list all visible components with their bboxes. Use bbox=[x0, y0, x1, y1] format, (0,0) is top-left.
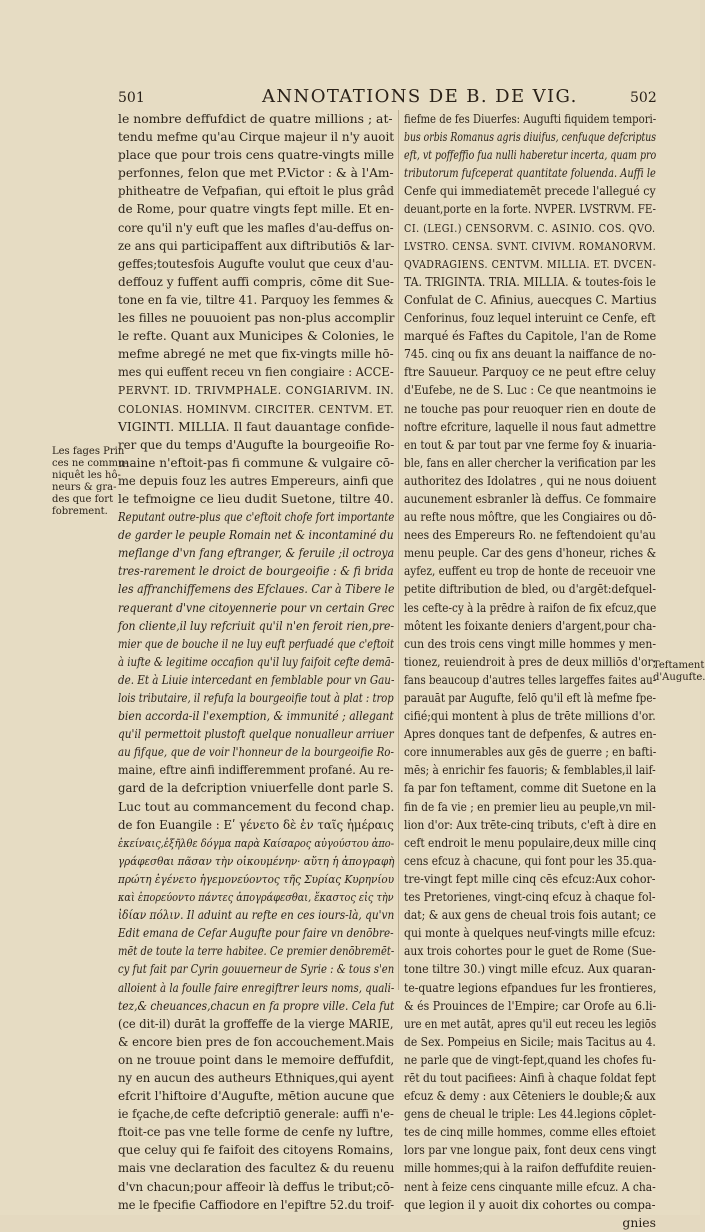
margin-note-line: d'Augufte. bbox=[653, 672, 705, 683]
text-line: Edit emana de Cefar Augufte pour faire vn denōbre- bbox=[118, 925, 394, 941]
text-line: tionez, reuiendroit à pres de deux milliōs d'or; bbox=[404, 653, 657, 669]
text-line: ne parle que de vingt-fept,quand les chofes fu- bbox=[404, 1051, 656, 1067]
text-line: γράφεσθαι πᾶσαν τὴν οἰκουμένην· αὕτη ἡ ἀπογραφὴ bbox=[118, 853, 395, 868]
text-line: aucunement esbranler là deffus. Ce fommaire bbox=[404, 490, 657, 506]
text-line: menu peuple. Car des gens d'honeur, riches & bbox=[404, 545, 657, 561]
text-line: & és Prouinces de l'Empire; car Orofe au 6.li- bbox=[404, 997, 657, 1013]
text-line: ceft endroit le menu populaire,deux mille cinq bbox=[404, 834, 657, 850]
text-line: tes de cinq mille hommes, comme elles eftoiet bbox=[404, 1124, 656, 1140]
text-line: COLONIAS. HOMINVM. CIRCITER. CENTVM. ET. bbox=[118, 401, 395, 416]
text-line: mefme abregé ne met que fix-vingts mille hō- bbox=[118, 346, 394, 362]
text-line: mēt de toute la terre habitee. Ce premier denōbremēt- bbox=[118, 943, 395, 959]
text-line: rer que du temps d'Augufte la bourgeoifie Ro- bbox=[118, 436, 395, 452]
text-line: au refte nous môftre, que les Congiaires ou dō- bbox=[404, 509, 657, 525]
page-header bbox=[0, 86, 700, 110]
text-line: CI. (LEGI.) CENSORVM. C. ASINIO. COS. QVO. bbox=[404, 220, 656, 235]
text-line: cun des trois cens vingt mille hommes y men- bbox=[404, 635, 657, 651]
text-line: ny en aucun des autheurs Ethniques,qui ayent bbox=[118, 1069, 394, 1085]
text-line: cens efcuz à chacune, qui font pour les 35.qua- bbox=[404, 852, 657, 868]
text-line: lors par vne longue paix, font deux cens vingt bbox=[404, 1142, 657, 1158]
running-title: ANNOTATIONS DE B. DE VIG. bbox=[262, 86, 578, 107]
text-line: alloient à la foulle faire enregiftrer leurs noms, quali- bbox=[118, 979, 395, 995]
text-line: tre-vingt fept mille cinq cēs efcuz:Aux cohor- bbox=[404, 870, 656, 886]
text-line: mes qui euffent receu vn fien congiaire : ACCE- bbox=[118, 364, 394, 380]
margin-note-line: ces ne commu- bbox=[52, 458, 128, 469]
text-line: fa par fon teftament, comme dit Suetone en la bbox=[404, 780, 657, 796]
text-line: nent à feize cens cinquante mille efcuz. A cha- bbox=[404, 1178, 656, 1194]
text-line: mille hommes;qui à la raifon deffufdite reuien- bbox=[404, 1160, 656, 1176]
text-line: (ce dit-il) durāt la groffeffe de la vierge MARIE, bbox=[118, 1015, 394, 1031]
text-line: tone tiltre 30.) vingt mille efcuz. Aux quaran- bbox=[404, 961, 656, 977]
text-line: ἰδίαν πόλιν. Il aduint au refte en ces iours-là, qu'vn bbox=[118, 907, 395, 923]
text-line: cifié;qui montent à plus de trēte millions d'or. bbox=[404, 708, 656, 724]
text-line: tributorum fufceperat quantitate foluenda. Auffi le bbox=[404, 165, 656, 181]
text-line: les filles ne pouuoient pas non-plus accomplir bbox=[118, 310, 395, 326]
text-line: au fifque, que de voir l'honneur de la bourgeoifie Ro- bbox=[118, 744, 394, 760]
text-line: on ne trouue point dans le memoire deffufdit, bbox=[118, 1051, 395, 1067]
text-line: fon cliente,il luy refcriuit qu'il n'en feroit rien,pre- bbox=[118, 617, 395, 633]
text-line: d'Eufebe, ne de S. Luc : Ce que neantmoins ie bbox=[404, 382, 657, 398]
text-line: gard de la defcription vniuerfelle dont parle S. bbox=[118, 780, 394, 796]
text-line: ἐκείναις,ἐξῆλθε δόγμα παρὰ Καίσαρος αὐγούστου ἀπο- bbox=[118, 835, 395, 850]
text-line: ie fçache,de cefte defcriptiō generale: auffi n'e- bbox=[118, 1106, 394, 1122]
text-line: QVADRAGIENS. CENTVM. MILLIA. ET. DVCEN- bbox=[404, 256, 657, 271]
text-line: authoritez des Idolatres , qui ne nous doiuent bbox=[404, 472, 657, 488]
text-line: & encore bien pres de fon accouchement.Mais bbox=[118, 1033, 395, 1049]
margin-note-line: fobrement. bbox=[52, 506, 108, 517]
text-line: eft, vt poffeffio fua nulli haberetur incerta, quam pro bbox=[404, 147, 657, 163]
text-line: que celuy qui fe faifoit des citoyens Romains, bbox=[118, 1142, 394, 1158]
text-line: tendu mefme qu'au Cirque majeur il n'y auoit bbox=[118, 129, 395, 145]
text-line: aux trois cohortes pour le guet de Rome (Sue- bbox=[404, 943, 656, 959]
text-line: bus orbis Romanus agris diuifus, cenfuque defcriptus bbox=[404, 129, 657, 145]
text-line: nees des Empereurs Ro. ne feftendoient qu'au bbox=[404, 527, 656, 543]
text-line: mēs; à enrichir fes fauoris; & femblables,il laif- bbox=[404, 762, 656, 778]
text-line: maine n'eftoit-pas fi commune & vulgaire cō- bbox=[118, 454, 395, 470]
text-line: marqué és Faftes du Capitole, l'an de Rome bbox=[404, 328, 657, 344]
text-line: les affranchiffemens des Efclaues. Car à Tibere le bbox=[118, 581, 395, 597]
margin-note-line: neurs & gra- bbox=[52, 482, 117, 493]
text-line: petite diftribution de bled, ou d'argēt:defquel- bbox=[404, 581, 656, 597]
text-line: core qu'il n'y euft que les mafles d'au-deffus on- bbox=[118, 219, 394, 235]
margin-note-line: des que fort bbox=[52, 494, 114, 505]
text-line: ayfez, euffent eu trop de honte de receuoir vne bbox=[404, 563, 656, 579]
text-line: Cenforinus, fouz lequel interuint ce Cenfe, eft bbox=[404, 310, 656, 326]
text-line: 745. cinq ou fix ans deuant la naiffance de no- bbox=[404, 346, 656, 362]
text-line: ure en met autāt, apres qu'il eut receu les legiōs bbox=[404, 1015, 657, 1031]
text-line: lois tributaire, il refufa la bourgeoifie tout à plat : trop bbox=[118, 690, 394, 705]
text-line: de. Et à Liuie intercedant en femblable pour vn Gau- bbox=[118, 671, 395, 687]
column-divider bbox=[398, 110, 399, 990]
text-line: tres-rarement le droict de bourgeoifie : & fi brida bbox=[118, 563, 394, 579]
text-line: maine, eftre ainfi indifferemment profané. Au re- bbox=[118, 762, 394, 778]
text-line: de Rome, pour quatre vingts fept mille. Et en- bbox=[118, 201, 394, 217]
text-line: Apres donques tant de defpenfes, & autres en- bbox=[404, 726, 657, 742]
left-margin-note bbox=[52, 446, 128, 518]
text-line: les cefte-cy à la prēdre à raifon de fix efcuz,que bbox=[404, 599, 657, 615]
text-line: le tefmoigne ce lieu dudit Suetone, tiltre 40. bbox=[118, 490, 394, 506]
text-line: gnies bbox=[622, 1214, 656, 1230]
text-line: me le fpecifie Caffiodore en l'epiftre 52.du troif- bbox=[118, 1196, 395, 1212]
text-line: ftoit-ce pas vne telle forme de cenfe ny luftre, bbox=[118, 1124, 394, 1140]
left-page-number: 501 bbox=[118, 90, 145, 106]
text-line: deuant,porte en la forte. NVPER. LVSTRVM. FE- bbox=[404, 201, 657, 217]
text-line: PERVNT. ID. TRIVMPHALE. CONGIARIVM. IN. bbox=[118, 383, 395, 398]
text-line: LVSTRO. CENSA. SVNT. CIVIVM. ROMANORVM. bbox=[404, 238, 657, 253]
text-line: Confulat de C. Afinius, auecques C. Martius bbox=[404, 291, 657, 307]
text-line: πρώτη ἐγένετο ἡγεμονεύοντος τῆς Συρίας Κυρηνίου bbox=[118, 871, 395, 886]
text-line: efcrit l'hiftoire d'Augufte, mētion aucune que bbox=[118, 1088, 395, 1104]
text-line: d'vn chacun;pour affeoir là deffus le tribut;cō- bbox=[118, 1178, 395, 1194]
text-line: gens de cheual le triple: Les 44.legions cōplet- bbox=[404, 1106, 656, 1122]
text-line: VIGINTI. MILLIA. Il faut dauantage confide- bbox=[118, 418, 395, 434]
right-page-number: 502 bbox=[630, 90, 657, 106]
margin-note-line: niquêt les hô- bbox=[52, 470, 121, 481]
right-margin-note bbox=[653, 660, 705, 684]
text-line: le nombre deffufdict de quatre millions ; at- bbox=[118, 111, 393, 126]
text-line: requerant d'vne citoyennerie pour vn certain Grec bbox=[118, 599, 395, 615]
text-line: Luc tout au commancement du fecond chap. bbox=[118, 798, 395, 814]
text-line: ne touche pas pour reuoquer rien en doute de bbox=[404, 400, 656, 416]
text-line: core innumerables aux gēs de guerre ; en bafti- bbox=[404, 744, 657, 760]
right-text-column bbox=[404, 110, 656, 1232]
text-line: dat; & aux gens de cheual trois fois autant; ce bbox=[404, 907, 656, 923]
text-line: bien accorda-il l'exemption, & immunité ; allegant bbox=[118, 708, 394, 724]
margin-note-line: Teftament bbox=[653, 660, 705, 671]
text-line: meflange d'vn fang eftranger, & feruile ;il octroya bbox=[118, 545, 395, 561]
text-line: parauāt par Augufte, felō qu'il eft là mefme fpe- bbox=[404, 690, 656, 705]
text-line: Cenfe qui immediatemēt precede l'allegué cy bbox=[404, 183, 656, 199]
text-line: Reputant outre-plus que c'eftoit chofe fort importante bbox=[118, 509, 395, 525]
text-line: lion d'or: Aux trēte-cinq tributs, c'eft à dire en bbox=[404, 816, 657, 832]
text-line: de Sex. Pompeius en Sicile; mais Tacitus au 4. bbox=[404, 1033, 656, 1049]
text-line: de garder le peuple Romain net & incontaminé du bbox=[118, 527, 394, 543]
text-line: de fon Euangile : Eʹ γένετο δὲ ἐν ταῖς ἡμέραις bbox=[118, 816, 394, 832]
text-line: noftre efcriture, laquelle il nous faut admettre bbox=[404, 418, 656, 434]
text-line: fans beaucoup d'autres telles largeffes faites au- bbox=[404, 671, 657, 687]
text-line: perfonnes, felon que met P.Victor : & à l'Am- bbox=[118, 165, 394, 181]
text-line: tes Pretorienes, vingt-cinq efcuz à chaque fol- bbox=[404, 889, 656, 905]
margin-note-line: Les fages Prin bbox=[52, 446, 125, 457]
text-line: ftre Sauueur. Parquoy ce ne peut eftre celuy bbox=[404, 364, 656, 380]
text-line: tone en fa vie, tiltre 41. Parquoy les femmes & bbox=[118, 291, 394, 307]
text-line: en tout & par tout par vne ferme foy & inuaria- bbox=[404, 436, 656, 452]
text-line: geffes;toutesfois Augufte voulut que ceux d'au- bbox=[118, 255, 394, 271]
text-line: me depuis fouz les autres Empereurs, ainfi que bbox=[118, 472, 394, 488]
text-line: qu'il permettoit plustoft quelque nonualleur arriuer bbox=[118, 726, 394, 742]
text-line: tez,& cheuances,chacun en fa propre ville. Cela fut bbox=[118, 997, 395, 1013]
text-line: fiefme de fes Diuerfes: Augufti fiquidem tempori- bbox=[404, 111, 657, 126]
text-line: efcuz & demy : aux Cēteniers le double;& aux bbox=[404, 1088, 656, 1104]
text-line: rēt du tout pacifiees: Ainfi à chaque foldat fept bbox=[404, 1069, 656, 1085]
text-line: ze ans qui participaffent aux diftributiōs & lar- bbox=[118, 237, 395, 253]
left-text-column bbox=[118, 110, 394, 1214]
text-line: te-quatre legions efpandues fur les frontieres, bbox=[404, 979, 657, 995]
text-line: qui monte à quelques neuf-vingts mille efcuz: bbox=[404, 925, 656, 941]
text-line: place que pour trois cens quatre-vingts mille bbox=[118, 147, 395, 163]
text-line: TA. TRIGINTA. TRIA. MILLIA. & toutes-fois le bbox=[404, 273, 656, 289]
text-line: mais vne declaration des facultez & du reuenu bbox=[118, 1160, 395, 1176]
text-line: que legion il y auoit dix cohortes ou compa- bbox=[404, 1196, 656, 1212]
text-line: fin de fa vie ; en premier lieu au peuple,vn mil- bbox=[404, 798, 656, 814]
text-line: deffouz y fuffent auffi compris, cōme dit Sue- bbox=[118, 273, 394, 289]
text-line: mier que de bouche il ne luy euft perfuadé que c'eftoit bbox=[118, 635, 394, 651]
text-line: le refte. Quant aux Municipes & Colonies, le bbox=[118, 328, 395, 344]
text-line: cy fut fait par Cyrin gouuerneur de Syrie : & tous s'en bbox=[118, 961, 395, 977]
text-line: môtent les foixante deniers d'argent,pour cha- bbox=[404, 617, 656, 633]
text-line: à iufte & legitime occafion qu'il luy faifoit cefte demā- bbox=[118, 653, 395, 669]
text-line: καὶ ἐπορεύοντο πάντες ἀπογράφεσθαι, ἕκαστος εἰς τὴν bbox=[118, 890, 394, 905]
text-line: phitheatre de Vefpafian, qui eftoit le plus grâd bbox=[118, 183, 394, 199]
text-line: ble, fans en aller chercher la verification par les bbox=[404, 454, 656, 470]
